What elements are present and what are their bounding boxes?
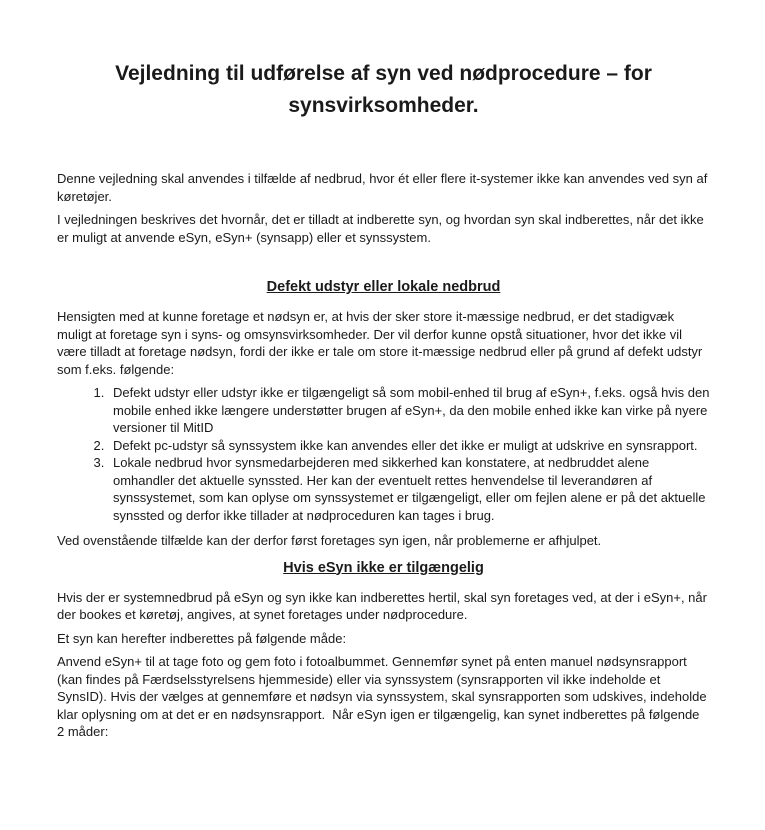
section2-paragraph-2: Et syn kan herefter indberettes på følgende måde: [57,630,347,646]
section2-paragraph-1: Hvis der er systemnedbrud på eSyn og syn ikke kan indberettes hertil, skal syn foretages ved, at der i eSyn+, når der bookes et køretøj, angives, at synet foretages under nødprocedure. [57,589,711,622]
list-item-2: 2. Defekt pc-udstyr så synssystem ikke kan anvendes eller det ikke er muligt at udskrive en synsrapport. [108,437,710,455]
intro-paragraph-1: Denne vejledning skal anvendes i tilfælde af nedbrud, hvor ét eller flere it-systemer ikke kan anvendes ved syn af køretøjer. [57,171,711,204]
section1-paragraph: Hensigten med at kunne foretage et nødsyn er, at hvis der sker store it-mæssige nedbrud, er det stadigvæk muligt at foretage syn i syns- og omsynsvirksomheder. Der vil derfor kunne opstå situationer, hvor det ikke vil være tilladt at foretage nødsyn, fordi der ikke er tale om store it-mæssige nedbrud eller på grund af defekt udstyr som f.eks. følgende: [57,309,706,377]
section-heading-hvis-esyn: Hvis eSyn ikke er tilgængelig [283,559,484,576]
page-title: Vejledning til udførelse af syn ved nødprocedure – for synsvirksomheder. [115,62,652,117]
list-item-3: 3. Lokale nedbrud hvor synsmedarbejderen med sikkerhed kan konstatere, at nedbruddet alene omhandler det aktuelle synssted. Her kan der eventuelt rettes henvendelse til leverandøren af synssystemet, som kan oplyse om synssystemet er tilgængeligt, eller om fejlen alene er på det aktuelle synssted og derfor ikke tillader at nødproceduren kan tages i brug. [108,454,710,524]
intro-paragraph-2: I vejledningen beskrives det hvornår, det er tilladt at indberette syn, og hvordan syn skal indberettes, når det ikke er muligt at anvende eSyn, eSyn+ (synsapp) eller et synssystem. [57,212,708,245]
section1-numbered-list [57,384,710,524]
section-heading-defekt-udstyr: Defekt udstyr eller lokale nedbrud [266,279,501,295]
section1-closing-paragraph: Ved ovenstående tilfælde kan der derfor først foretages syn igen, når problemerne er afhjulpet. [57,533,602,548]
document-page [0,58,765,830]
list-item-1: 1. Defekt udstyr eller udstyr ikke er tilgængeligt så som mobil-enhed til brug af eSyn+, f.eks. også hvis den mobile enhed ikke længere understøtter brugen af eSyn+, da den mobile enhed ikke kan virke på nyere versioner til MitID [108,384,710,437]
section2-paragraph-3: Anvend eSyn+ til at tage foto og gem foto i fotoalbummet. Gennemfør synet på enten manuel nødsynsrapport (kan findes på Færdselsstyrelsens hjemmeside) eller via synssystem (synsrapporten vil ikke indeholde et SynsID). Hvis der vælges at gennemføre et nødsyn via synssystem, skal synsrapporten som udskives, indeholde klar oplysning om at det er en nødsynsrapport. Når eSyn igen er tilgængelig, kan synet indberettes på følgende 2 måder: [57,654,711,739]
